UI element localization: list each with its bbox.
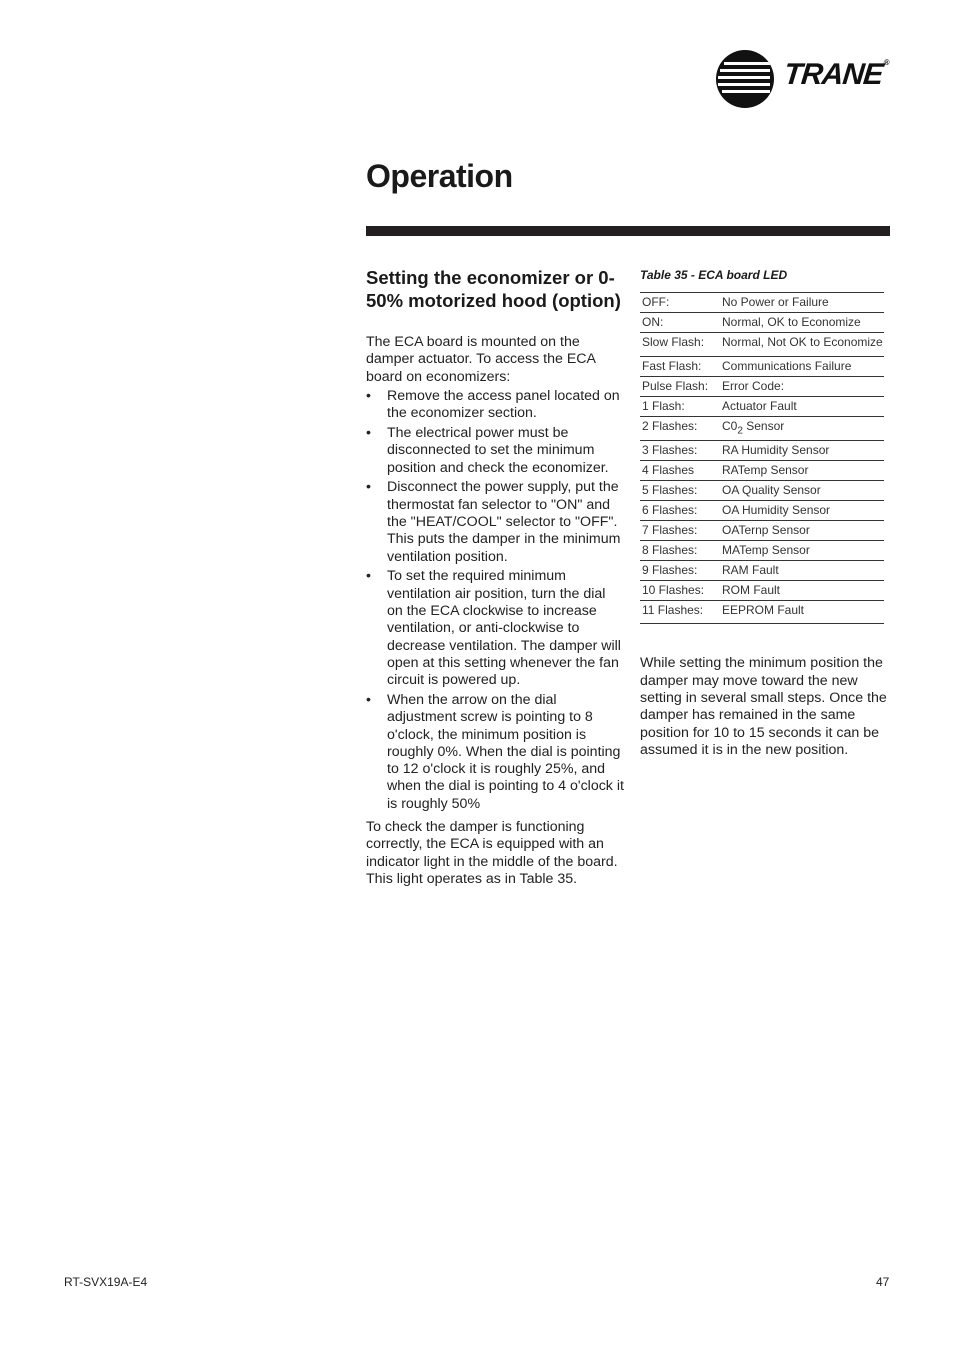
section-heading: Setting the economizer or 0-50% motorized hood (option) xyxy=(366,267,621,311)
list-item: • To set the required minimum ventilation air position, turn the dial on the ECA clockwise to increase ventilation, or anti-clockwise to decrease ventilation. The damper will open at this setting whenever the fan circuit is powered up. xyxy=(366,568,621,689)
page-title: Operation xyxy=(366,158,513,194)
led-meaning: $C0_2$ Sensor xyxy=(722,417,884,441)
table-row xyxy=(640,541,884,561)
trane-logo-wordmark: TRANE® xyxy=(782,58,890,91)
bullet-glyph: • xyxy=(366,691,371,708)
footer-doc-code: RT-SVX19A-E4 xyxy=(64,1275,148,1289)
led-meaning: Error Code: xyxy=(722,377,884,397)
led-meaning: Normal, Not OK to Economize xyxy=(722,333,884,357)
table-row xyxy=(640,481,884,501)
table-row xyxy=(640,601,884,624)
led-state: 2 Flashes: xyxy=(640,417,722,441)
list-item: • Disconnect the power supply, put the thermostat fan selector to "ON" and the "HEAT/COOL" selector to "OFF". This puts the damper in the minimum ventilation position. xyxy=(366,479,621,565)
bullet-glyph: • xyxy=(366,479,371,496)
led-state: 7 Flashes: xyxy=(640,521,722,541)
table-row xyxy=(640,417,884,441)
footer-page-number: 47 xyxy=(876,1275,890,1289)
led-state: 6 Flashes: xyxy=(640,501,722,521)
bullet-glyph: • xyxy=(366,387,371,404)
led-state: 10 Flashes: xyxy=(640,581,722,601)
led-meaning: RATemp Sensor xyxy=(722,461,884,481)
left-column xyxy=(366,266,624,888)
led-state: 1 Flash: xyxy=(640,397,722,417)
table-row xyxy=(640,581,884,601)
led-meaning: RA Humidity Sensor xyxy=(722,441,884,461)
title-rule xyxy=(366,226,890,236)
led-state: Slow Flash: xyxy=(640,333,722,357)
led-meaning: Actuator Fault xyxy=(722,397,884,417)
table-row xyxy=(640,561,884,581)
led-meaning: Communications Failure xyxy=(722,357,884,377)
led-meaning: EEPROM Fault xyxy=(722,601,884,624)
led-state: ON: xyxy=(640,313,722,333)
right-column xyxy=(640,268,890,773)
led-table xyxy=(640,292,884,624)
led-state: Fast Flash: xyxy=(640,357,722,377)
led-meaning: MATemp Sensor xyxy=(722,541,884,561)
bullet-glyph: • xyxy=(366,424,371,441)
trane-logo-mark xyxy=(716,50,774,108)
led-meaning: RAM Fault xyxy=(722,561,884,581)
table-row xyxy=(640,441,884,461)
led-state: 9 Flashes: xyxy=(640,561,722,581)
led-state: 3 Flashes: xyxy=(640,441,722,461)
led-meaning: Normal, OK to Economize xyxy=(722,313,884,333)
led-state: 4 Flashes xyxy=(640,461,722,481)
led-state: 11 Flashes: xyxy=(640,601,722,624)
led-meaning: No Power or Failure xyxy=(722,293,884,313)
table-row xyxy=(640,397,884,417)
list-item: • When the arrow on the dial adjustment screw is pointing to 8 o'clock, the minimum position is roughly 0%. When the dial is pointing to 12 o'clock it is roughly 25%, and when the dial is pointing to 4 o'clock it is roughly 50% xyxy=(366,691,624,812)
position-note: While setting the minimum position the damper may move toward the new setting in several small steps. Once the damper has remained in the same position for 10 to 15 seconds it can be assumed it is in the new position. xyxy=(640,655,887,758)
table-row xyxy=(640,501,884,521)
led-state: Pulse Flash: xyxy=(640,377,722,397)
table-row xyxy=(640,461,884,481)
led-meaning: OATernp Sensor xyxy=(722,521,884,541)
table-row xyxy=(640,293,884,313)
table-row xyxy=(640,377,884,397)
led-state: OFF: xyxy=(640,293,722,313)
led-state: 5 Flashes: xyxy=(640,481,722,501)
list-item: • The electrical power must be disconnected to set the minimum position and check the economizer. xyxy=(366,424,609,476)
instruction-list xyxy=(366,388,624,813)
bullet-glyph: • xyxy=(366,568,371,585)
led-meaning: OA Humidity Sensor xyxy=(722,501,884,521)
table-row xyxy=(640,333,884,357)
closing-paragraph: To check the damper is functioning correctly, the ECA is equipped with an indicator light in the middle of the board. This light operates as in Table 35. xyxy=(366,819,618,887)
table-row xyxy=(640,357,884,377)
led-meaning: OA Quality Sensor xyxy=(722,481,884,501)
led-state: 8 Flashes: xyxy=(640,541,722,561)
trane-logo xyxy=(716,50,892,108)
led-meaning: ROM Fault xyxy=(722,581,884,601)
intro-paragraph: The ECA board is mounted on the damper actuator. To access the ECA board on economizers: xyxy=(366,334,596,385)
table-caption: Table 35 - ECA board LED xyxy=(640,268,788,282)
table-row xyxy=(640,313,884,333)
table-row xyxy=(640,521,884,541)
list-item: • Remove the access panel located on the economizer section. xyxy=(366,387,620,422)
